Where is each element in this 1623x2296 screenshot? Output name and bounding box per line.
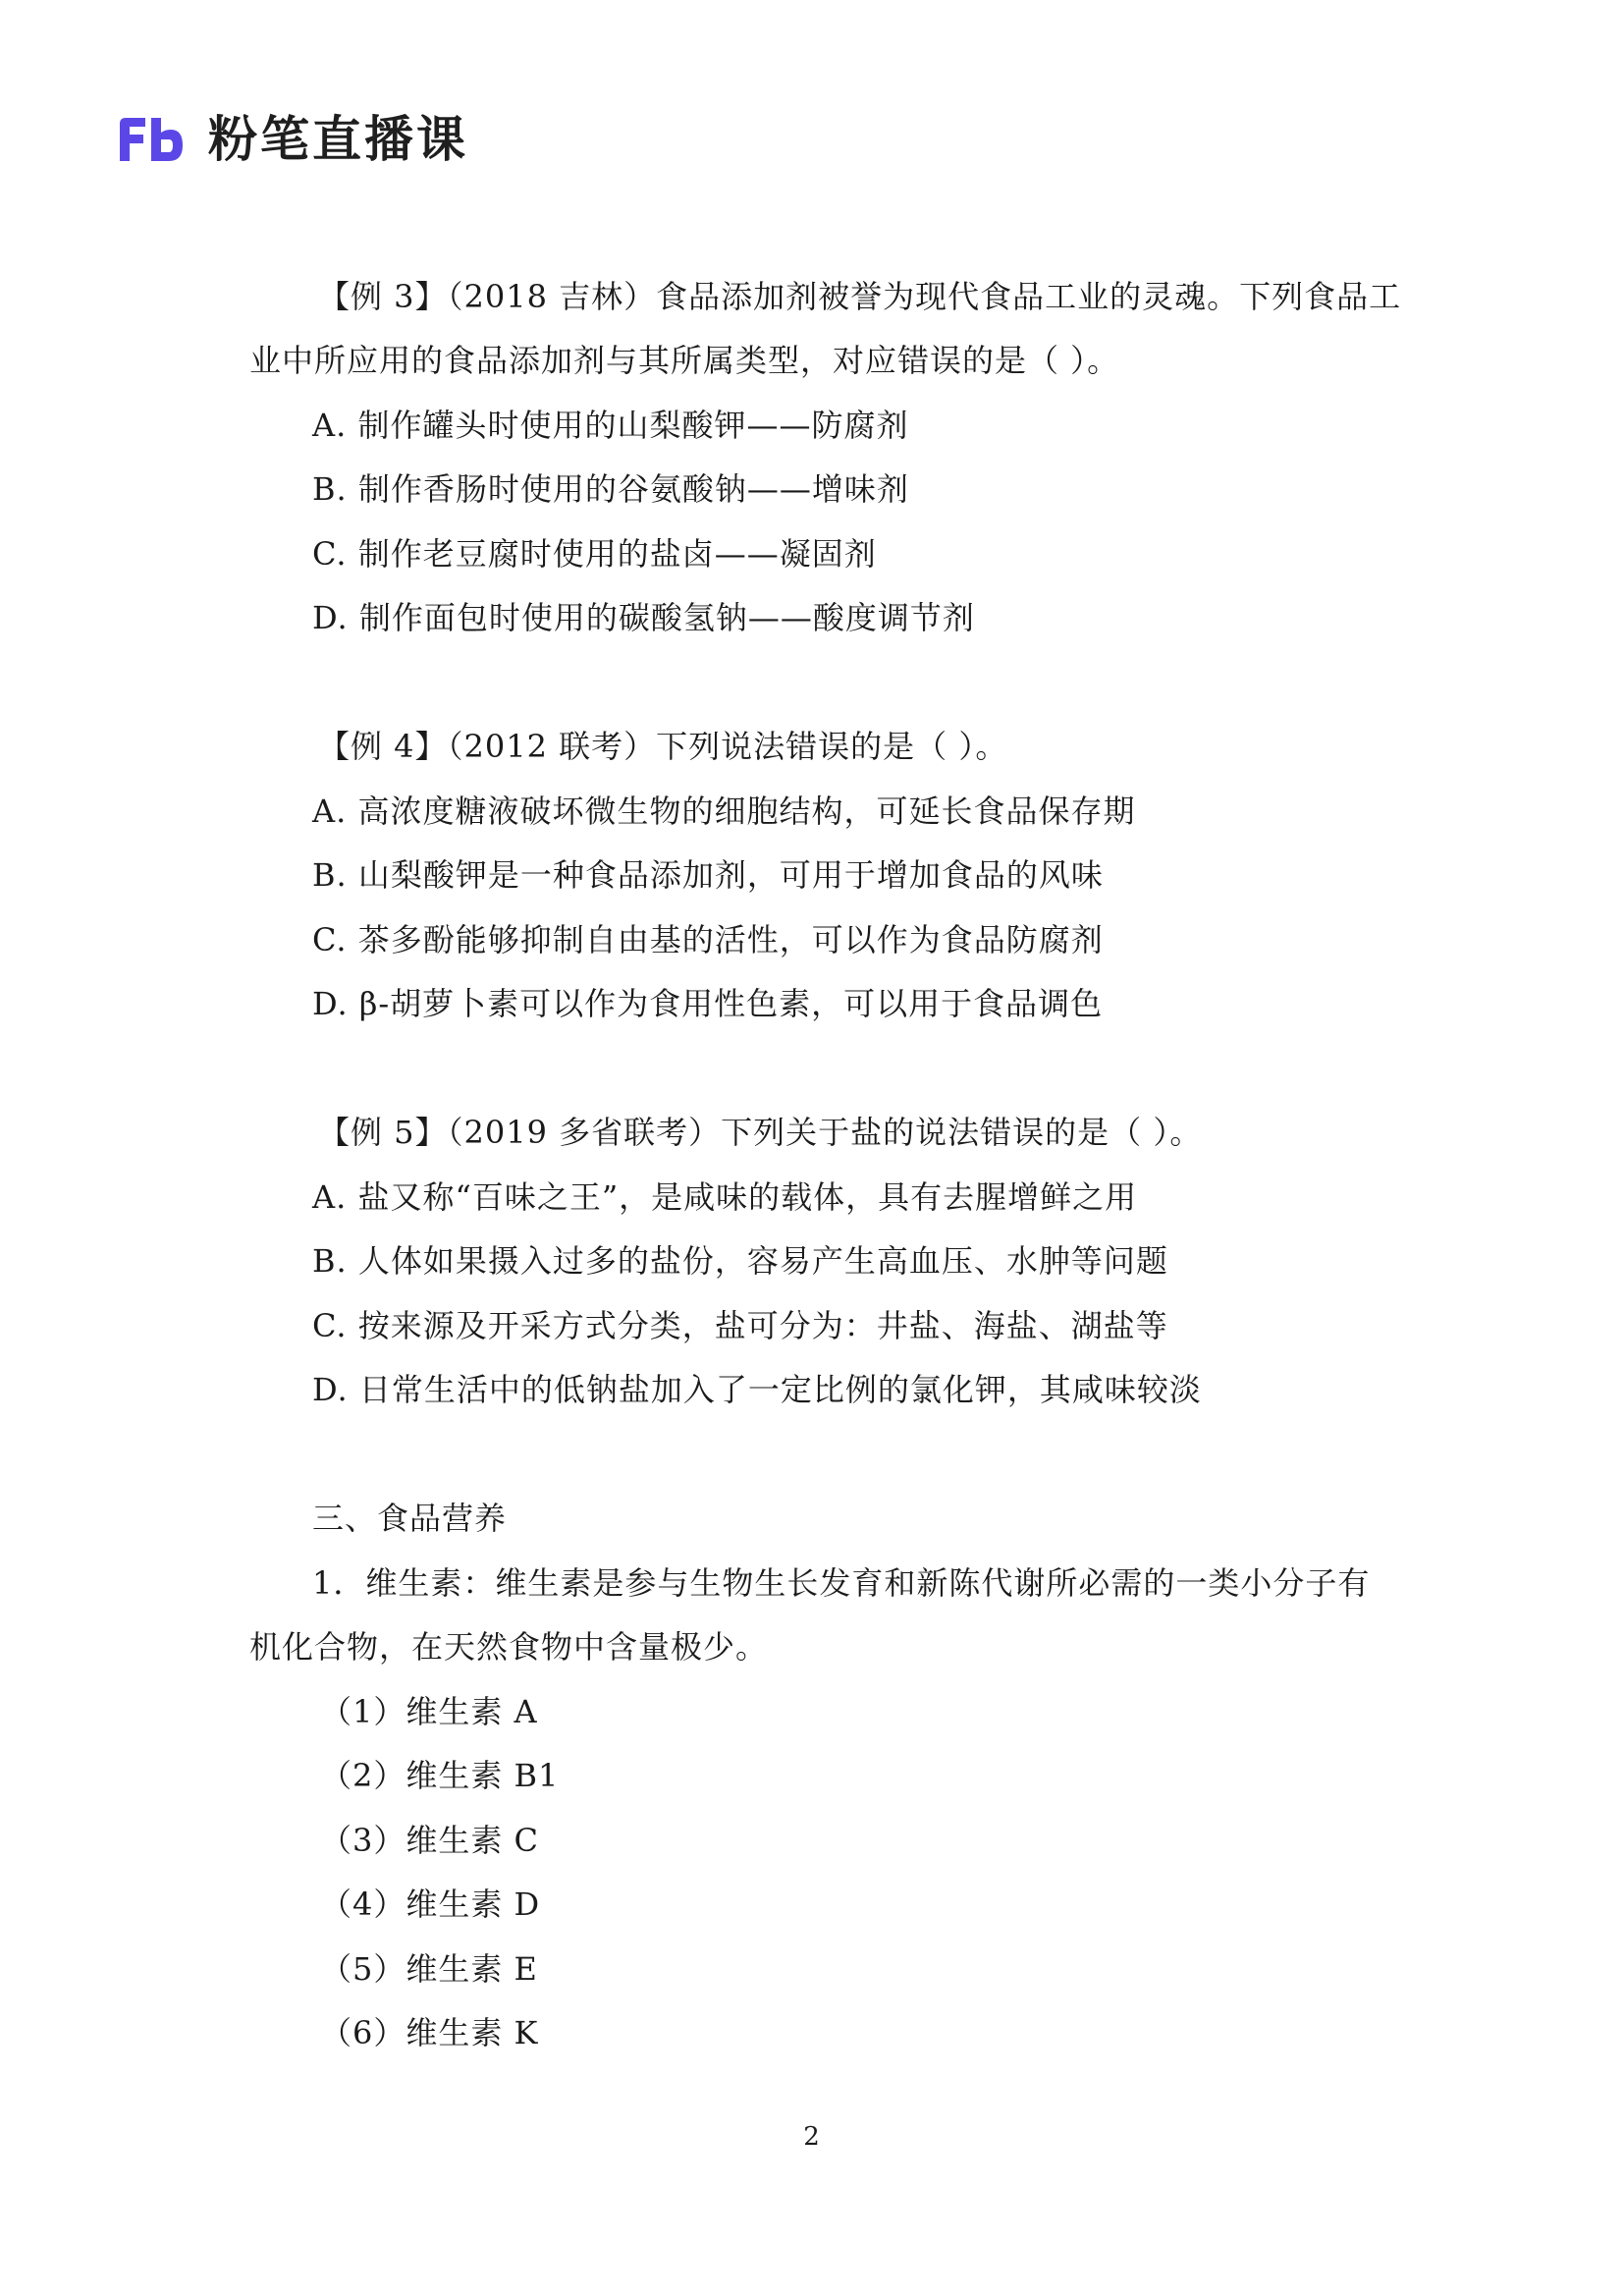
vitamin-paragraph-line-2: 机化合物，在天然食物中含量极少。 (249, 1628, 769, 1666)
vitamin-item-d: （4）维生素 D (320, 1886, 541, 1923)
vitamin-item-b1: （2）维生素 B1 (320, 1757, 560, 1794)
brand-name: 粉笔直播课 (208, 111, 468, 168)
example-4-option-a: A. 高浓度糖液破坏微生物的细胞结构，可延长食品保存期 (312, 793, 1136, 830)
example-3-option-c: C. 制作老豆腐时使用的盐卤——凝固剂 (312, 535, 877, 573)
example-3-title-line-2: 业中所应用的食品添加剂与其所属类型，对应错误的是（ ）。 (249, 342, 1120, 379)
example-3-title-line-1: 【例 3】（2018 吉林）食品添加剂被誉为现代食品工业的灵魂。下列食品工 (318, 278, 1402, 315)
example-3-option-d: D. 制作面包时使用的碳酸氢钠——酸度调节剂 (312, 599, 975, 636)
page-number: 2 (803, 2122, 820, 2152)
vitamin-paragraph-line-1: 1．维生素：维生素是参与生物生长发育和新陈代谢所必需的一类小分子有 (312, 1564, 1371, 1602)
vitamin-item-e: （5）维生素 E (320, 1950, 538, 1988)
example-4-option-b: B. 山梨酸钾是一种食品添加剂，可用于增加食品的风味 (312, 856, 1104, 894)
example-3-option-a: A. 制作罐头时使用的山梨酸钾——防腐剂 (312, 407, 909, 444)
brand-logo (116, 110, 468, 169)
vitamin-item-a: （1）维生素 A (320, 1693, 538, 1730)
fenbi-fb-logo-icon (116, 114, 187, 165)
example-5-option-a: A. 盐又称“百味之王”，是咸味的载体，具有去腥增鲜之用 (312, 1178, 1138, 1216)
example-4-option-c: C. 茶多酚能够抑制自由基的活性，可以作为食品防腐剂 (312, 921, 1104, 958)
example-4-option-d: D. β-胡萝卜素可以作为食用性色素，可以用于食品调色 (312, 985, 1104, 1022)
vitamin-item-c: （3）维生素 C (320, 1822, 540, 1859)
example-5-title: 【例 5】（2019 多省联考）下列关于盐的说法错误的是（ ）。 (318, 1114, 1203, 1151)
example-5-option-b: B. 人体如果摄入过多的盐份，容易产生高血压、水肿等问题 (312, 1242, 1168, 1280)
example-4-title: 【例 4】（2012 联考）下列说法错误的是（ ）。 (318, 728, 1008, 765)
example-3-option-b: B. 制作香肠时使用的谷氨酸钠——增味剂 (312, 470, 909, 508)
section-heading-food-nutrition: 三、食品营养 (312, 1500, 508, 1537)
vitamin-item-k: （6）维生素 K (320, 2014, 539, 2051)
example-5-option-c: C. 按来源及开采方式分类，盐可分为：井盐、海盐、湖盐等 (312, 1307, 1168, 1344)
example-5-option-d: D. 日常生活中的低钠盐加入了一定比例的氯化钾，其咸味较淡 (312, 1371, 1202, 1408)
